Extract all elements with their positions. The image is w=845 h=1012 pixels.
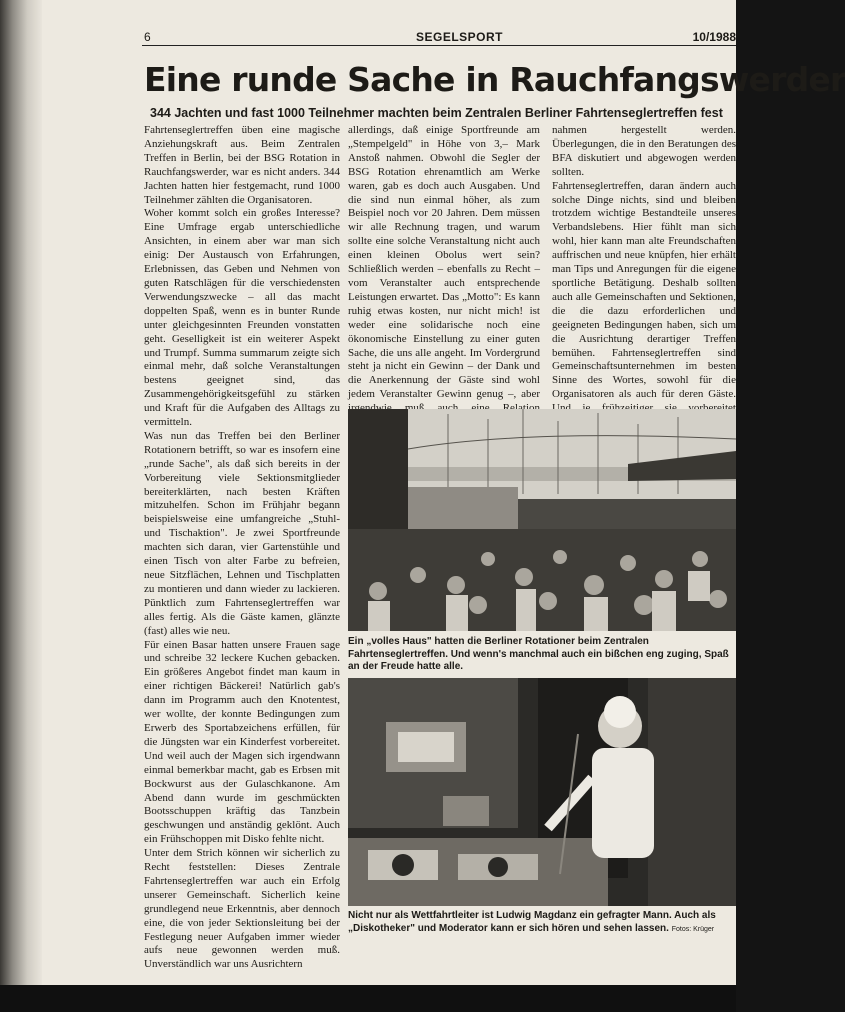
paragraph: Woher kommt solch ein großes Interesse? Eine Umfrage ergab unterschiedliche Ansichten, in einem aber war man sich einig: Der Austausch von Erfahrungen, Erlebnissen, das Geben und Nehmen von guten Ratschlägen für die verschiedensten Verwendungszwecke – all das macht doppelten Spaß, wenn es in bunter Runde unter gleichgesinnten Freunden vonstatten geht. Geselligkeit ist ein weiterer Aspekt und Trumpf. Summa summarum zeigte sich einmal mehr, daß solche Veranstaltungen bestens geeignet sind, das Zusammengehörigkeitsgefühl zu stärken und Kraft für die Aufgaben des Alltags zu vermitteln. xyxy=(144,207,340,429)
photo-credit: Fotos: Krüger xyxy=(671,925,715,933)
header-rule xyxy=(142,45,736,46)
paragraph: nahmen hergestellt werden. Überlegungen, die in den Beratungen des BFA diskutiert und abgewogen werden sollten. xyxy=(552,124,736,178)
paragraph: allerdings, daß einige Sportfreunde am „Stempelgeld" in Höhe von 3,– Mark Anstoß nahmen. Obwohl die Segler der BSG Rotation ehrenamtlich am Werke waren, gab es doch auch Ausgaben. Und die sind nun einmal höher, als zum Beispiel noch vor 20 Jahren. Dem müssen wir alle Rechnung tragen, und warum sollte eine solche Veranstaltung nicht auch einen kleinen Obolus wert sein? Schließlich werden – ebenfalls zu Recht – vom Veranstalter auch entsprechende Leistungen erwartet. Das „Motto": Es kann ruhig etwas kosten, nur nicht mich! ist weder eine solidarische noch eine ökonomische Einstellung zu einer guten Sache, die uns alle angeht. Im Vordergrund steht ja nicht ein Gewinn – der Dank und die Anerkennung der Gäste sind wohl jedem Veranstalter Gewinn genug –, aber xyxy=(348,124,540,401)
paragraph: Was nun das Treffen bei den Berliner Rotationern betrifft, so war es insofern eine „runde Sache", als daß sich bereits in der Vorbereitung viele Sektionsmitglieder bereiterklärten, nach besten Kräften mitzuhelfen. Schon im Frühjahr begann beispielsweise eine umfangreiche „Stuhl- und Tischaktion". Je zwei Sportfreunde machten sich daran, vier Gartenstühle und einen Tisch von alter Farbe zu befreien, neue Sitzflächen, Lehnen und Tischplatten zu montieren und dann wieder zu lackieren. Pünktlich zum Fahrtenseglertreffen war alles fertig. Als die Gäste kamen, glänzte (fast) alles wie neu. xyxy=(144,429,340,637)
caption-text: Nicht nur als Wettfahrtleiter ist Ludwig Magdanz ein gefragter Mann. Auch als „Diskotheker" und Moderator kann er sich hören und sehen lassen. xyxy=(348,910,716,934)
book-binding xyxy=(0,0,42,985)
photo-caption-2 xyxy=(348,910,736,936)
article-subtitle: 344 Jachten und fast 1000 Teilnehmer machten beim Zentralen Berliner Fahrtenseglertreffen fest xyxy=(150,106,723,120)
page-number: 6 xyxy=(144,30,151,44)
issue-number: 10/1988 xyxy=(692,30,736,44)
paragraph: Unter dem Strich können wir sicherlich zu Recht feststellen: Dieses Zentrale Fahrtenseglertreffen war auch ein Erfolg unserer Gemeinschaft. Sicherlich keine grundlegend neue Erkenntnis, aber dennoch eine, die von jeder Sektionsleitung bei der Festlegung neuer Aufgaben immer wieder aufs neue gewonnen werden muß. Unverständlich war uns Ausrichtern xyxy=(144,847,340,971)
text-column-1 xyxy=(144,124,340,971)
text-column-3 xyxy=(552,124,736,401)
section-name: SEGELSPORT xyxy=(416,30,504,44)
article-title: Eine runde Sache in Rauchfangswerder xyxy=(144,60,845,99)
paragraph: Fahrtenseglertreffen, daran ändern auch solche Dinge nichts, sind und bleiben trotzdem wichtige Bestandteile unseres Verbandslebens. Hier fühlt man sich wohl, hier kann man alte Freundschaften auffrischen und neue knüpfen, hier erhält man Tips und Anregungen für die eigene sportliche Betätigung. Deshalb sollten auch alle Gemeinschaften und Sektionen, die die dazu erforderlichen und geeigneten Bedingungen haben, sich um die Ausrichtung derartiger Treffen bemühen. Fahrtenseglertreffen sind Gemeinschaftsunternehmen im besten Sinne des Wortes, sowohl für die Organisatoren als auch für deren Gäste. xyxy=(552,179,736,401)
photo-caption-1: Ein „volles Haus" hatten die Berliner Rotationer beim Zentralen Fahrtenseglertreffen. Und wenn's manchmal auch ein bißchen eng zuging, Spaß an der Freude hatte alle. xyxy=(348,636,729,672)
magazine-page xyxy=(42,0,845,985)
page-edge-shadow xyxy=(0,985,736,1012)
paragraph: Für einen Basar hatten unsere Frauen sage und schreibe 32 leckere Kuchen gebacken. Ein größeres Angebot findet man kaum in einer richtigen Bäckerei! Natürlich gab's dann im Programm auch den Knotentest, wer wollte, der konnte Bedingungen zum Erwerb des Sportabzeichens erfüllen, für die Jüngsten war ein Kinderfest vorbereitet. Und weil auch der Magen sich irgendwann einmal bemerkbar macht, gab es Erbsen mit Bockwurst aus der Gulaschkanone. Am Abend dann wurde im geschmückten Bootsschuppen kräftig das Tanzbein geschwungen und anständig geklönt. Auch ein Frühschoppen mit Disko fehlte nicht. xyxy=(144,638,340,846)
photo-crowd-at-meeting xyxy=(348,409,736,631)
photo-dj-at-console xyxy=(348,678,736,906)
paragraph: Fahrtenseglertreffen üben eine magische Anziehungskraft aus. Beim Zentralen Treffen in Berlin, bei der BSG Rotation in Rauchfangswerder, war es nicht anders. 344 Jachten hatten hier festgemacht, rund 1000 Teilnehmer zählten die Organisatoren. xyxy=(144,124,340,206)
text-column-2 xyxy=(348,124,540,401)
